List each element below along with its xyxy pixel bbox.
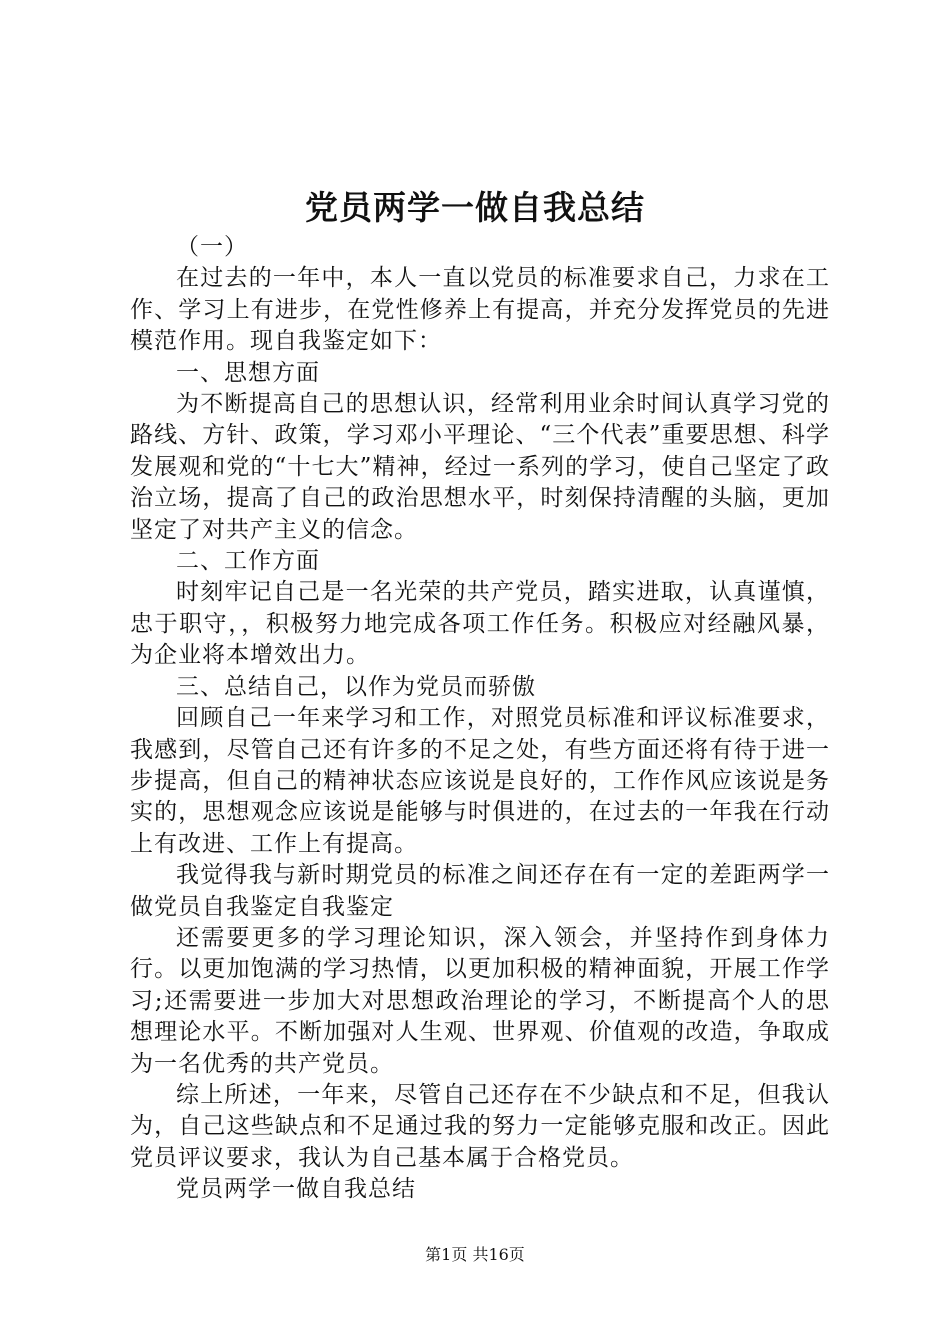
heading-thought: 一、思想方面 — [176, 359, 320, 386]
paragraph-work: 时刻牢记自己是一名光荣的共产党员，踏实进取，认真谨慎，忠于职守，，积极努力地完成各项工作任务。积极应对经融风暴，为企业将本增效出力。 — [130, 579, 830, 669]
paragraph-improve: 还需要更多的学习理论知识，深入领会，并坚持作到身体力行。以更加饱满的学习热情，以更加积极的精神面貌，开展工作学习;还需要进一步加大对思想政治理论的学习，不断提高个人的思想理论水平。不断加强对人生观、世界观、价值观的改造，争取成为一名优秀的共产党员。 — [130, 924, 830, 1077]
paragraph-gap: 我觉得我与新时期党员的标准之间还存在有一定的差距两学一做党员自我鉴定自我鉴定 — [130, 862, 830, 920]
page-footer: 第1页 共16页 — [425, 1245, 525, 1264]
document-title: 党员两学一做自我总结 — [305, 188, 645, 227]
paragraph-subtitle: 党员两学一做自我总结 — [176, 1176, 416, 1203]
heading-summary: 三、总结自己，以作为党员而骄傲 — [176, 673, 536, 700]
document-body — [130, 232, 830, 1206]
paragraph-conclusion: 综上所述，一年来，尽管自己还存在不少缺点和不足，但我认为，自己这些缺点和不足通过我的努力一定能够克服和改正。因此党员评议要求，我认为自己基本属于合格党员。 — [130, 1081, 830, 1171]
paragraph-review: 回顾自己一年来学习和工作，对照党员标准和评议标准要求，我感到，尽管自己还有许多的不足之处，有些方面还将有待于进一步提高，但自己的精神状态应该说是良好的，工作作风应该说是务实的，思想观念应该说是能够与时俱进的，在过去的一年我在行动上有改进、工作上有提高。 — [130, 705, 830, 857]
section-marker: （一） — [176, 234, 248, 260]
heading-work: 二、工作方面 — [176, 548, 320, 575]
paragraph-intro: 在过去的一年中，本人一直以党员的标准要求自己，力求在工作、学习上有进步，在党性修养上有提高，并充分发挥党员的先进模范作用。现自我鉴定如下： — [130, 265, 830, 355]
paragraph-thought: 为不断提高自己的思想认识，经常利用业余时间认真学习党的路线、方针、政策，学习邓小平理论、“三个代表”重要思想、科学发展观和党的“十七大”精神，经过一系列的学习，使自己坚定了政治立场，提高了自己的政治思想水平，时刻保持清醒的头脑，更加坚定了对共产主义的信念。 — [130, 391, 830, 543]
